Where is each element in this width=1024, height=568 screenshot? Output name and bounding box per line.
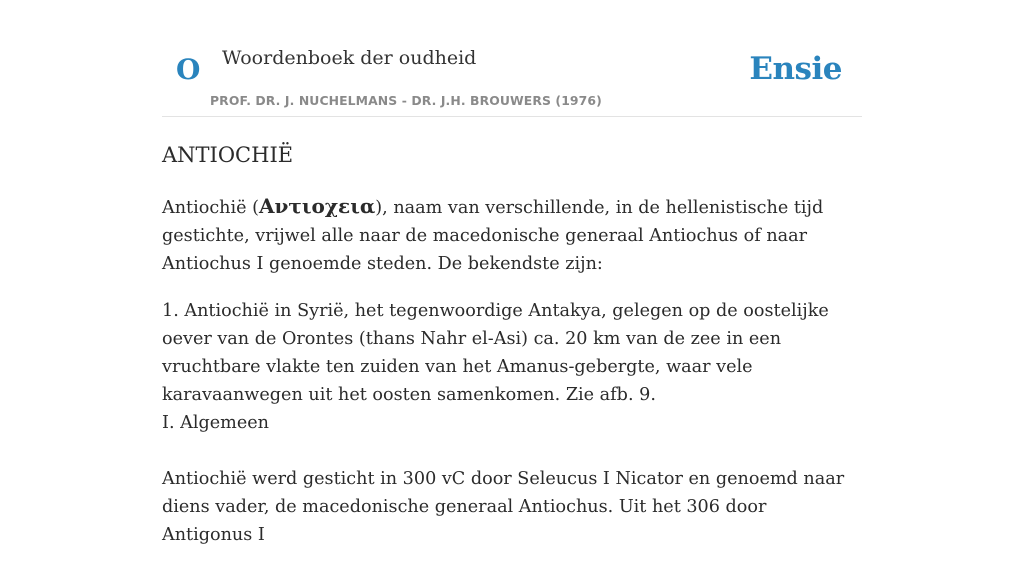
intro-text-before: Antiochië ( [162,198,260,218]
item-1-text: 1. Antiochië in Syrië, het tegenwoordige Antakya, gelegen op de oostelijke oever van de Orontes (thans Nahr el-Asi) ca. 20 km van de zee in een vruchtbare vlakte ten zuiden van het Amanus-gebergte, waar vele karavaanwegen uit het oosten samenkomen. Zie afb. 9. [162,301,829,405]
history-paragraph: Antiochië werd gesticht in 300 vC door Seleucus I Nicator en genoemd naar diens vader, de macedonische generaal Antiochus. Uit het 306 door Antigonus I [162,469,845,545]
ensie-logo-link[interactable]: Ensie [749,51,842,87]
section-heading-algemeen: I. Algemeen [162,413,269,433]
intro-text-after: ), naam van verschillende, in de hellenistische tijd gestichte, vrijwel alle naar de macedonische generaal Antiochus of naar Antiochus I genoemde steden. De bekendste zijn: [162,198,824,274]
book-title-link[interactable]: Woordenboek der oudheid [222,47,477,69]
paragraph-spacer [162,437,862,465]
book-logo-icon[interactable]: O [176,53,201,86]
greek-name: Αντιοχεια [259,194,376,218]
intro-paragraph [162,192,862,278]
entry-content [162,192,862,568]
item-paragraph [162,297,862,437]
entry-title: ANTIOCHIË [162,143,294,167]
book-authors: PROF. DR. J. NUCHELMANS - DR. J.H. BROUWERS (1976) [210,93,602,108]
page [162,0,862,545]
site-header [162,0,862,117]
